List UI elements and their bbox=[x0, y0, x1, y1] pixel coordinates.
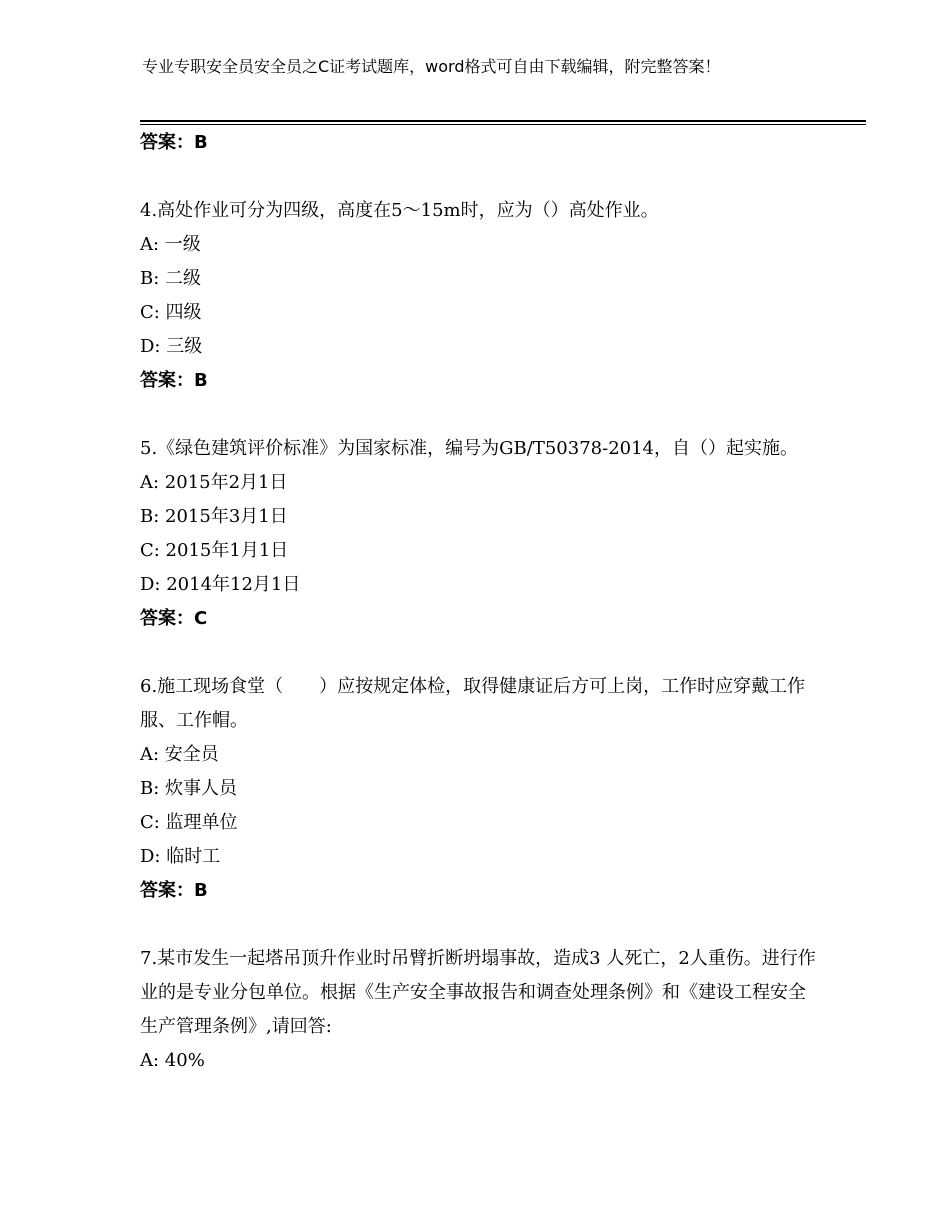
answer-label: 答案：B bbox=[140, 880, 208, 901]
option-a: A: 2015年2月1日 bbox=[140, 472, 288, 493]
option-c: C: 四级 bbox=[140, 302, 202, 323]
option-b: B: 二级 bbox=[140, 268, 202, 289]
answer-label: 答案：C bbox=[140, 608, 208, 629]
option-b: B: 炊事人员 bbox=[140, 778, 238, 799]
option-a: A: 安全员 bbox=[140, 744, 219, 765]
option-b: B: 2015年3月1日 bbox=[140, 506, 288, 527]
question-block bbox=[140, 942, 820, 1078]
option-a: A: 40% bbox=[140, 1050, 205, 1071]
option-d: D: 临时工 bbox=[140, 846, 221, 867]
header-divider-thin bbox=[140, 124, 866, 125]
header-divider-thick bbox=[140, 120, 866, 122]
question-stem: 6.施工现场食堂（ ）应按规定体检，取得健康证后方可上岗，工作时应穿戴工作服、工作帽。 bbox=[140, 676, 806, 731]
question-list bbox=[140, 126, 820, 1078]
question-block bbox=[140, 432, 820, 636]
option-a: A: 一级 bbox=[140, 234, 201, 255]
answer-label: 答案：B bbox=[140, 370, 208, 391]
question-stem: 4.高处作业可分为四级，高度在5～15m时，应为（）高处作业。 bbox=[140, 200, 659, 221]
question-stem: 5.《绿色建筑评价标准》为国家标准，编号为GB/T50378-2014，自（）起实施。 bbox=[140, 438, 798, 459]
option-d: D: 三级 bbox=[140, 336, 203, 357]
question-block bbox=[140, 194, 820, 398]
answer-label: 答案：B bbox=[140, 132, 208, 153]
document-header: 专业专职安全员安全员之C证考试题库，word格式可自由下载编辑，附完整答案！ bbox=[142, 57, 721, 76]
question-stem: 7.某市发生一起塔吊顶升作业时吊臂折断坍塌事故，造成3 人死亡，2人重伤。进行作业的是专业分包单位。根据《生产安全事故报告和调查处理条例》和《建设工程安全生产管理条例》,请回答: bbox=[140, 948, 816, 1037]
question-block bbox=[140, 670, 820, 908]
option-d: D: 2014年12月1日 bbox=[140, 574, 301, 595]
option-c: C: 监理单位 bbox=[140, 812, 238, 833]
option-c: C: 2015年1月1日 bbox=[140, 540, 289, 561]
